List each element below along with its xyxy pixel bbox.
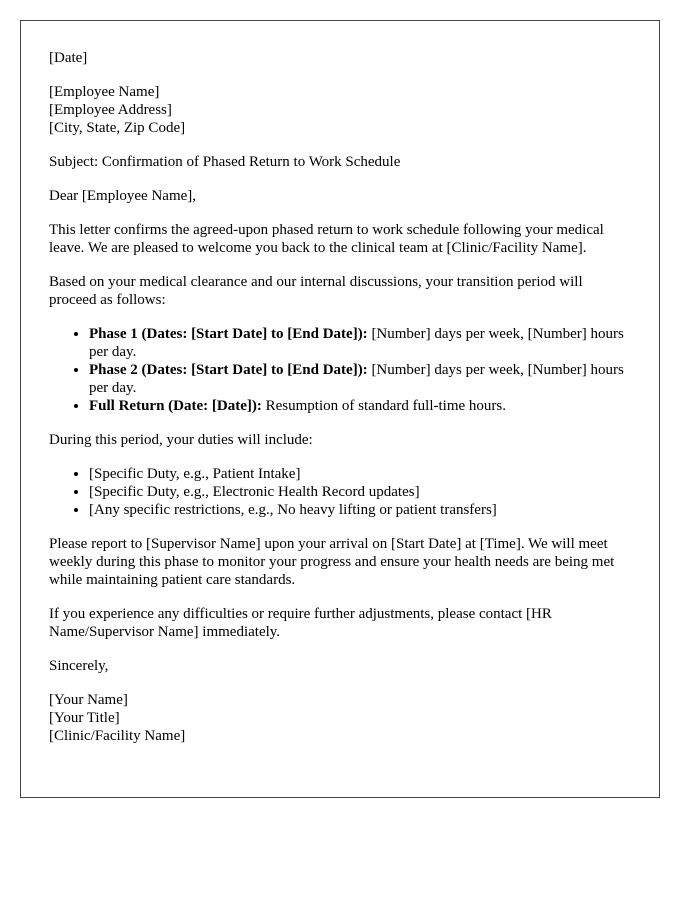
phase-item (89, 397, 631, 415)
duty-list (49, 465, 631, 519)
duty-item: • [Specific Duty, e.g., Electronic Health Record updates] (89, 483, 631, 501)
duties-intro-paragraph: During this period, your duties will include: (49, 432, 313, 448)
letter-closing: Sincerely, (49, 658, 109, 674)
duty-item: • [Specific Duty, e.g., Patient Intake] (89, 465, 631, 483)
intro-paragraph: This letter confirms the agreed-upon phased return to work schedule following your medical leave. We are pleased to welcome you back to the clinical team at [Clinic/Facility Name]. (49, 222, 604, 256)
phase-item (89, 361, 631, 397)
letter-subject: Subject: Confirmation of Phased Return to Work Schedule (49, 154, 401, 170)
phase-label: Phase 1 (Dates: [Start Date] to [End Date]): (89, 326, 368, 342)
recipient-address: [Employee Address] (49, 102, 172, 118)
letter-salutation: Dear [Employee Name], (49, 188, 197, 204)
phase-label: Phase 2 (Dates: [Start Date] to [End Date]): (89, 362, 368, 378)
signature-name: [Your Name] (49, 692, 128, 708)
signature-title: [Your Title] (49, 710, 120, 726)
transition-intro-paragraph: Based on your medical clearance and our internal discussions, your transition period will proceed as follows: (49, 274, 583, 308)
phase-label: Full Return (Date: [Date]): (89, 398, 262, 414)
recipient-block (49, 83, 631, 137)
recipient-city-state-zip: [City, State, Zip Code] (49, 120, 186, 136)
letter-date: [Date] (49, 50, 88, 66)
phase-item (89, 325, 631, 361)
phase-text: Resumption of standard full-time hours. (261, 398, 506, 414)
letter-page (20, 20, 660, 798)
phase-list (49, 325, 631, 415)
phase-text: [Number] days per week, [Number] hours per day. (89, 326, 624, 360)
phase-text: [Number] days per week, [Number] hours per day. (89, 362, 624, 396)
duty-item: • [Any specific restrictions, e.g., No heavy lifting or patient transfers] (89, 501, 631, 519)
signature-facility: [Clinic/Facility Name] (49, 728, 186, 744)
signature-block (49, 691, 631, 745)
report-paragraph: Please report to [Supervisor Name] upon your arrival on [Start Date] at [Time]. We will meet weekly during this phase to monitor your progress and ensure your health needs are being met while maintaining patient care standards. (49, 536, 615, 588)
contact-paragraph: If you experience any difficulties or require further adjustments, please contact [HR Name/Supervisor Name] immediately. (49, 606, 552, 640)
recipient-name: [Employee Name] (49, 84, 160, 100)
